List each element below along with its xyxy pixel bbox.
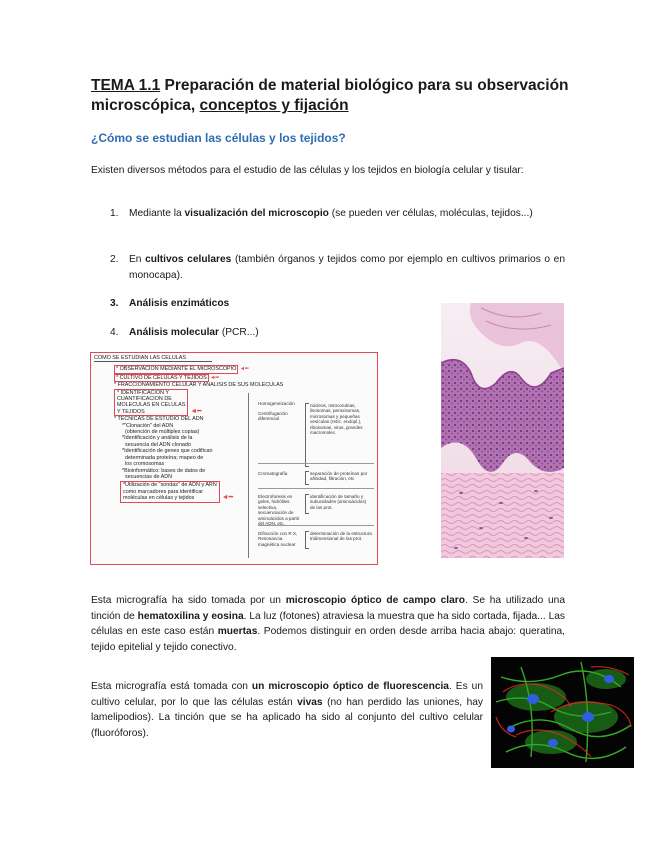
scheme-subitem: los cromosomas [125, 461, 165, 468]
section-heading: ¿Cómo se estudian las células y los tejidos? [91, 131, 346, 145]
list-bold-text: Análisis molecular [129, 327, 220, 338]
scheme-method: Electroforesis en geles, hidrólisis selectiva, secuenciación de aminoácidos a partir del ADN, etc. [258, 494, 300, 527]
scheme-subitem: *Bioinformático: bases de datos de [122, 467, 206, 474]
histology-micrograph [441, 303, 564, 558]
list-text: (también órganos y tejidos como por ejemplo en cultivos primarios o en monocapa). [129, 254, 565, 281]
scheme-item-box [120, 481, 220, 502]
scheme-item-box [114, 389, 188, 417]
scheme-method: Centrifugación diferencial [258, 411, 288, 422]
title-topic-number: TEMA 1.1 [91, 77, 161, 94]
arrow-left-icon: ◄━ [238, 366, 249, 373]
scheme-item: * FRACCIONAMIENTO CELULAR Y ANALISIS DE SUS MOLECULAS [114, 382, 284, 389]
brace-icon [305, 403, 309, 467]
list-text: (PCR...) [219, 327, 259, 338]
list-bold-text: Análisis enzimáticos [129, 298, 230, 309]
scheme-subitem: *Identificación y análisis de la [122, 435, 193, 442]
scheme-result: separación de proteínas por afinidad, filtración, etc [310, 471, 368, 482]
brace-icon [305, 494, 309, 514]
scheme-result: núcleos, mitocondrias, lisosomas, peroxisomas, microsomas y pequeñas vesículas (retíc. endopl.), ribosomas, virus, grandes macromolec. [310, 403, 363, 436]
list-text: En [129, 254, 146, 265]
scheme-method: Cromatografía [258, 471, 288, 476]
bold-text: un microscopio óptico de fluorescencia [251, 681, 449, 692]
scheme-subitem: determinada proteína; mapeo de [125, 454, 204, 461]
brace-icon [305, 471, 309, 485]
bold-text: vivas [297, 696, 323, 708]
text-span: . Podemos distinguir en orden desde arriba hacia abajo: queratina, tejido epitelial y tejido conectivo. [91, 626, 565, 653]
scheme-item: CUANTIFICACION DE [117, 396, 172, 403]
text-span: . Se ha utilizado una tinción de [91, 595, 565, 622]
scheme-subitem: secuencias de ADN [125, 473, 173, 480]
brace-icon [305, 531, 309, 549]
scheme-subitem: moléculas en células y tejidos [123, 495, 195, 502]
study-methods-scheme [90, 352, 378, 565]
intro-paragraph: Existen diversos métodos para el estudio de las células y los tejidos en biología celular y tisular: [91, 165, 524, 176]
scheme-item: * OBSERVACION MEDIANTE EL MICROSCOPIO [116, 366, 237, 373]
list-text: Mediante la [129, 208, 185, 219]
fluorescence-paragraph [91, 679, 483, 741]
bold-text: muertas [217, 626, 258, 637]
scheme-subitem: *Utilización de "sondas" de ADN y ARN [123, 482, 217, 489]
scheme-method: Homogeneización [258, 401, 295, 406]
list-item [110, 252, 565, 283]
scheme-item: Y TEJIDOS [117, 408, 145, 415]
page-title [91, 76, 581, 116]
bold-text: hematoxilina y eosina [137, 610, 244, 622]
scheme-divider [248, 393, 249, 558]
title-main-text: Preparación de material biológico para su observación microscópica, [91, 77, 569, 114]
scheme-item: * CULTIVO DE CELULAS Y TEJIDOS [116, 374, 207, 381]
list-item [110, 206, 565, 222]
list-bold-text: cultivos celulares [145, 254, 232, 265]
scheme-result: identificación de tamaño y subunidades (aminoácidos) de las prot. [310, 494, 367, 510]
scheme-result: determinación de la estructura tridimensional de las prot. [310, 531, 372, 542]
arrow-left-icon: ◄━ [208, 374, 219, 381]
scheme-subitem: (obtención de múltiples copias) [125, 429, 200, 436]
title-underlined-text: conceptos y fijación [199, 97, 349, 114]
scheme-method: Difracción con R X, Resonancia magnética nuclear [258, 531, 298, 547]
scheme-item: * IDENTIFICACION Y [117, 389, 170, 396]
scheme-separator [258, 488, 374, 489]
list-number: 4. [110, 327, 119, 338]
scheme-subitem: como marcadores para identificar [123, 488, 203, 495]
arrow-left-icon: ◄━ [188, 407, 202, 415]
brightfield-paragraph [91, 593, 565, 655]
text-span: (no han perdido las uniones, hay lamelipodios). La tinción que se ha aplicado ha sido al conjunto del cultivo celular (fluoróforos). [91, 696, 484, 739]
text-span: . La luz (fotones) atraviesa la muestra que ha sido cortada, fijada... Las células en este caso están [91, 610, 565, 637]
arrow-left-icon: ◄━ [219, 494, 233, 502]
scheme-separator [258, 463, 374, 464]
scheme-subitem: *Identificación de genes que codifican [122, 448, 213, 455]
scheme-subitem: secuencia del ADN clonado [125, 441, 191, 448]
list-number: 3. [110, 298, 119, 309]
scheme-item: MOLECULAS EN CELULAS [117, 402, 186, 409]
text-span: Esta micrografía está tomada con [91, 681, 252, 692]
list-bold-text: visualización del microscopio [184, 208, 329, 219]
text-span: Esta micrografía ha sido tomada por un [91, 595, 286, 606]
list-number: 1. [110, 208, 119, 219]
bold-text: microscopio óptico de campo claro [285, 595, 465, 606]
scheme-right-column [258, 401, 374, 556]
text-span: . Es un cultivo celular, por lo que las células están [91, 681, 483, 708]
list-number: 2. [110, 254, 119, 265]
scheme-heading: COMO SE ESTUDIAN LAS CELULAS [94, 355, 212, 362]
scheme-item: * TECNICAS DE ESTUDIO DEL ADN [114, 416, 204, 423]
list-text: (se pueden ver células, moléculas, tejidos...) [328, 208, 533, 219]
fluorescence-micrograph [491, 657, 634, 768]
scheme-separator [258, 525, 374, 526]
scheme-subitem: *"Clonación" del ADN [122, 422, 174, 429]
